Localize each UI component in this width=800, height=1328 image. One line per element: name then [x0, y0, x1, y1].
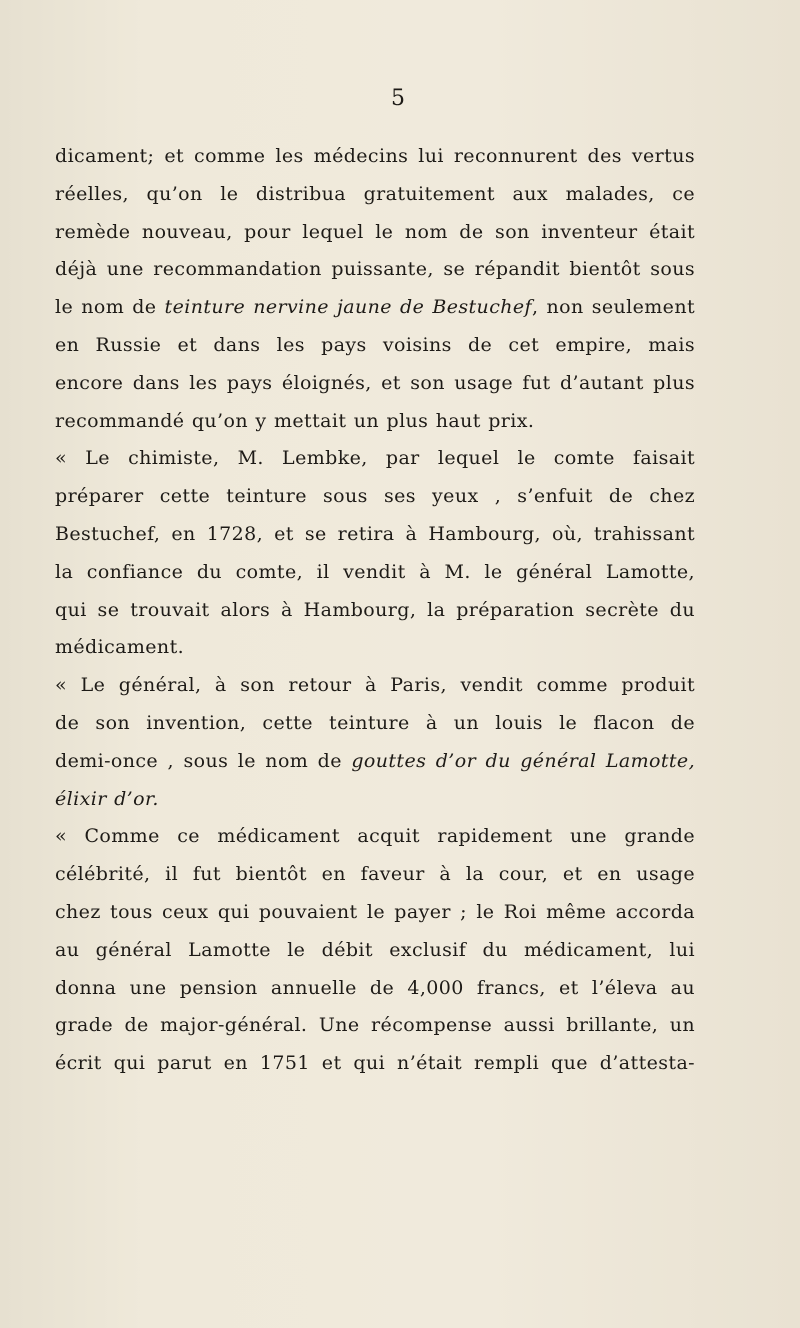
text-line: « Le chimiste, M. Lembke, par lequel le comte faisait — [55, 447, 695, 470]
text-segment: le nom de — [55, 296, 165, 319]
text-line — [55, 743, 695, 781]
text-line: grade de major-général. Une récompense aussi brillante, un — [55, 1014, 695, 1037]
text-line: de son invention, cette teinture à un louis le flacon de — [55, 711, 695, 734]
italic-remedy-name: élixir d’or. — [55, 787, 159, 810]
text-line — [55, 289, 695, 327]
text-line: préparer cette teinture sous ses yeux , s’enfuit de chez — [55, 485, 695, 508]
text-line: recommandé qu’on y mettait un plus haut prix. — [55, 409, 535, 432]
text-segment: , non seulement — [531, 296, 696, 319]
text-line: « Le général, à son retour à Paris, vendit comme produit — [55, 674, 695, 697]
text-line: donna une pension annuelle de 4,000 francs, et l’éleva au — [55, 976, 695, 999]
text-segment: demi-once , sous le nom de — [55, 749, 352, 772]
italic-remedy-name: gouttes d’or du général Lamotte, — [351, 749, 696, 772]
text-line: qui se trouvait alors à Hambourg, la préparation secrète du — [55, 598, 695, 621]
text-line: la confiance du comte, il vendit à M. le général Lamotte, — [55, 560, 695, 583]
text-line: en Russie et dans les pays voisins de cet empire, mais — [55, 333, 695, 356]
text-line: réelles, qu’on le distribua gratuitement aux malades, ce — [55, 182, 695, 205]
text-line: remède nouveau, pour lequel le nom de son inventeur était — [55, 220, 695, 243]
text-line: déjà une recommandation puissante, se répandit bientôt sous — [55, 258, 695, 281]
text-line: dicament; et comme les médecins lui reconnurent des vertus — [55, 145, 695, 167]
body-text — [55, 138, 695, 1083]
text-line: célébrité, il fut bientôt en faveur à la cour, et en usage — [55, 863, 695, 886]
text-line: Bestuchef, en 1728, et se retira à Hambourg, où, trahissant — [55, 522, 695, 545]
text-line: au général Lamotte le débit exclusif du médicament, lui — [55, 938, 695, 961]
text-line: médicament. — [55, 636, 185, 659]
text-line — [55, 781, 695, 819]
text-line: encore dans les pays éloignés, et son usage fut d’autant plus — [55, 371, 695, 394]
italic-remedy-name: teinture nervine jaune de Bestuchef — [164, 296, 532, 319]
text-line: écrit qui parut en 1751 et qui n’était rempli que d’attesta- — [55, 1052, 695, 1075]
text-line: chez tous ceux qui pouvaient le payer ; le Roi même accorda — [55, 900, 695, 923]
text-line: « Comme ce médicament acquit rapidement une grande — [55, 825, 695, 848]
page-number: 5 — [391, 86, 405, 111]
